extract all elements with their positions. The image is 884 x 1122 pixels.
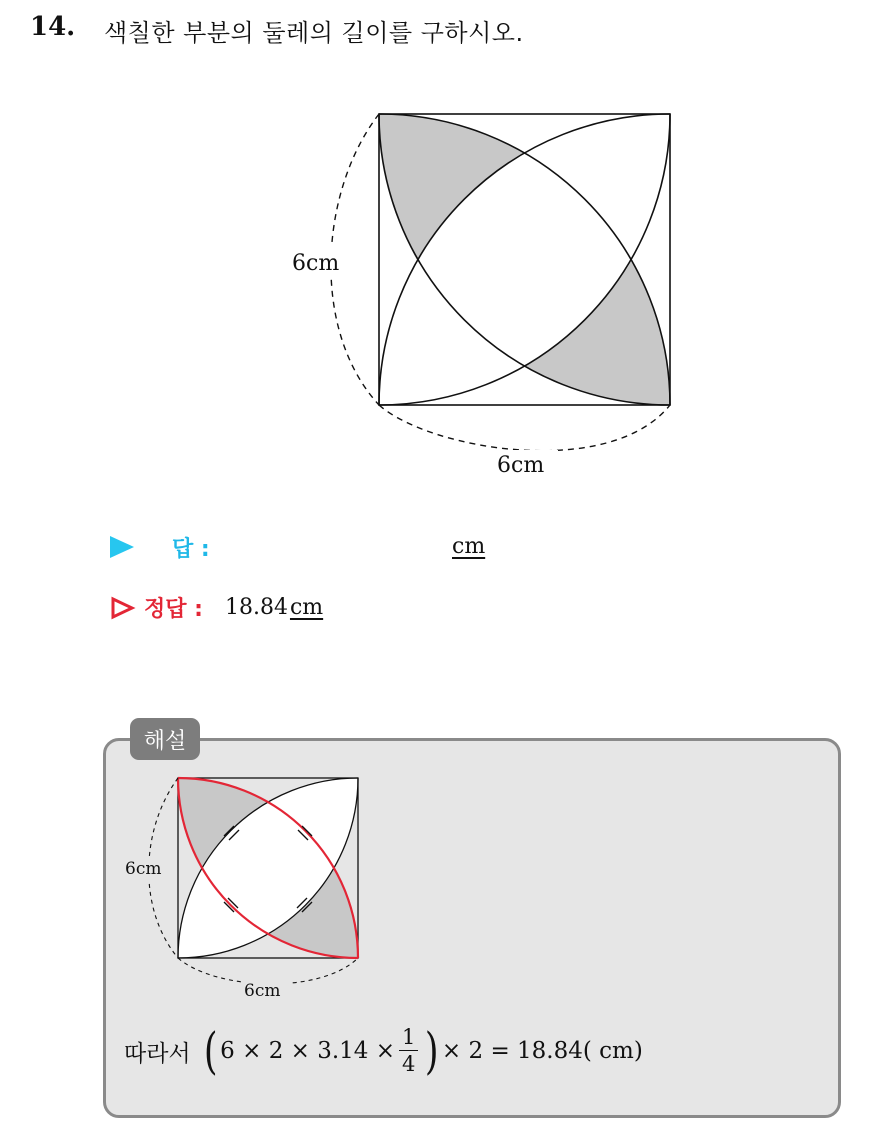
play-arrow-icon: [110, 536, 134, 558]
solution-formula: [124, 1016, 643, 1086]
side-label-left: 6cm: [292, 251, 340, 276]
answer-row: [110, 530, 210, 564]
solution-tag: 해설: [130, 718, 200, 760]
shaded-region-bottom-right: [524, 260, 670, 405]
formula-left: 6 × 2 × 3.14 ×: [220, 1038, 396, 1064]
shaded-region-top-left: [379, 114, 524, 260]
correct-answer-row: [110, 592, 323, 623]
correct-value: 18.84: [224, 595, 288, 620]
correct-value-wrap: [225, 595, 323, 620]
solution-figure: [120, 768, 380, 1008]
formula-fraction: [399, 1026, 418, 1075]
correct-label: 정답 :: [144, 597, 203, 622]
fraction-numerator: 1: [399, 1026, 418, 1050]
formula-right: × 2 = 18.84( cm): [441, 1038, 643, 1064]
outline-arrow-icon: [110, 596, 136, 620]
correct-unit: cm: [289, 595, 324, 620]
question-number: 14.: [30, 12, 76, 42]
fraction-denominator: 4: [402, 1051, 416, 1076]
answer-unit: cm: [452, 534, 486, 559]
shaded-region-top-left: [379, 75, 670, 114]
formula-prefix: 따라서: [124, 1040, 191, 1067]
sol-side-label-left: 6cm: [125, 859, 162, 879]
question-text: 색칠한 부분의 둘레의 길이를 구하시오.: [104, 19, 524, 47]
dimension-curve-bottom: [379, 405, 670, 451]
right-paren: ): [425, 1022, 439, 1080]
sol-side-label-bottom: 6cm: [244, 981, 281, 1001]
left-paren: (: [203, 1022, 218, 1080]
main-figure: [280, 100, 700, 490]
answer-label: 답 :: [172, 536, 210, 562]
side-label-bottom: 6cm: [497, 453, 545, 478]
